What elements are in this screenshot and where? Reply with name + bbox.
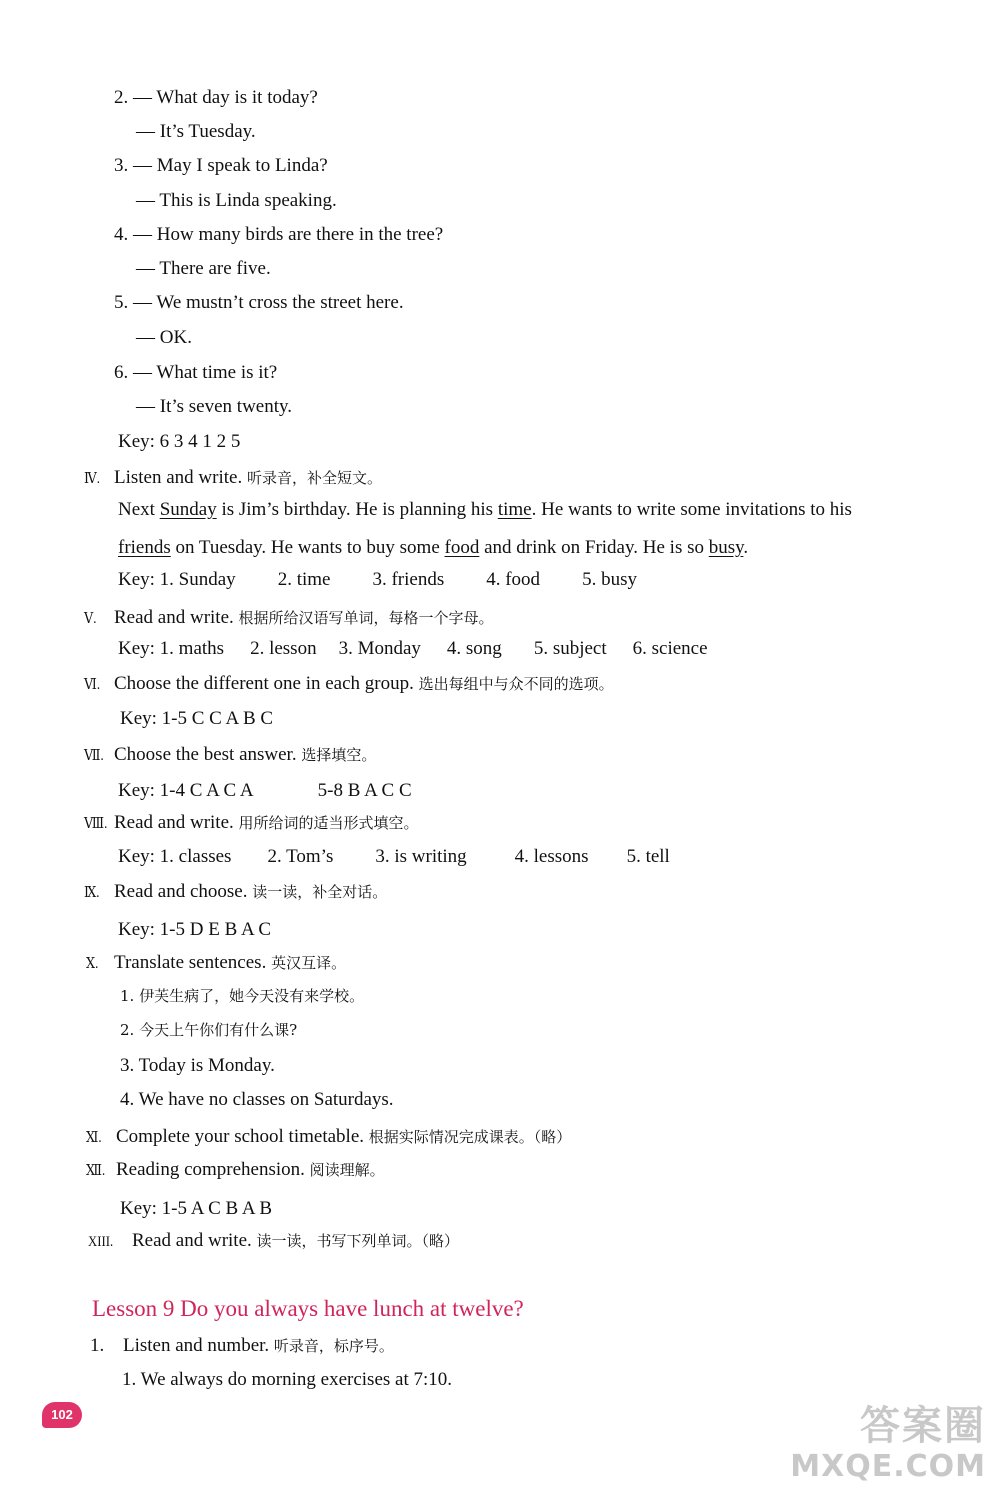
section-5-cn: 根据所给汉语写单词，每格一个字母。 — [238, 609, 494, 627]
section-9-title: Read and choose. — [114, 881, 248, 902]
key-item: Key: 1. maths — [118, 638, 225, 659]
answer-time: time — [497, 499, 532, 520]
key-item: 5. busy — [582, 569, 637, 590]
section-4-heading — [84, 466, 382, 491]
section-12-title: Reading comprehension. — [116, 1159, 305, 1180]
passage-text: . — [743, 537, 749, 558]
translate-text: 2. 今天上午你们有什么课? — [120, 1021, 298, 1039]
section-13-title: Read and write. — [132, 1230, 252, 1251]
key-item: Key: 1-4 C A C A — [118, 780, 254, 801]
translate-item-3: 3. Today is Monday. — [120, 1055, 275, 1076]
lesson-item-1: 1. We always do morning exercises at 7:10. — [122, 1369, 453, 1390]
section-13-heading — [88, 1229, 459, 1254]
section-11-number: Ⅺ. — [86, 1130, 102, 1146]
key-item: 4. lessons — [514, 846, 589, 867]
key-v — [118, 637, 708, 661]
dialogue-2-question: 2. — What day is it today? — [114, 87, 318, 108]
section-6-title: Choose the different one in each group. — [114, 673, 414, 694]
answer-sunday: Sunday — [159, 499, 217, 520]
key-xii: Key: 1-5 A C B A B — [120, 1198, 273, 1219]
passage-text: . He wants to write some invitations to his — [531, 499, 852, 520]
key-item: 3. is writing — [375, 846, 467, 867]
key-item: 2. lesson — [250, 638, 317, 659]
dialogue-3-answer: — This is Linda speaking. — [136, 190, 337, 211]
section-12-cn: 阅读理解。 — [309, 1161, 385, 1179]
section-8-cn: 用所给词的适当形式填空。 — [238, 814, 419, 832]
answer-food: food — [444, 537, 480, 558]
page-number-badge: 102 — [42, 1402, 82, 1428]
dialogue-5-answer: — OK. — [136, 327, 192, 348]
key-iii: Key: 6 3 4 1 2 5 — [118, 431, 241, 452]
key-item: 3. friends — [372, 569, 445, 590]
section-12-number: Ⅻ. — [86, 1163, 106, 1179]
section-7-title: Choose the best answer. — [114, 744, 297, 765]
dialogue-6-answer: — It’s seven twenty. — [136, 396, 293, 417]
key-viii — [118, 845, 670, 869]
watermark-top: 答案圈 — [860, 1403, 986, 1449]
passage-text: Next — [118, 499, 160, 520]
section-11-cn: 根据实际情况完成课表。（略） — [368, 1128, 572, 1146]
section-13-cn: 读一读，书写下列单词。（略） — [256, 1232, 460, 1250]
section-8-title: Read and write. — [114, 812, 234, 833]
key-item: 3. Monday — [338, 638, 421, 659]
section-10-cn: 英汉互译。 — [271, 954, 347, 972]
lesson-section-1-cn: 听录音，标序号。 — [273, 1337, 394, 1355]
translate-item-4: 4. We have no classes on Saturdays. — [120, 1089, 394, 1110]
key-item: 4. song — [446, 638, 502, 659]
passage-line-2 — [118, 536, 748, 560]
section-11-title: Complete your school timetable. — [116, 1126, 365, 1147]
passage-line-1 — [118, 498, 852, 522]
section-12-heading — [86, 1158, 385, 1183]
answer-busy: busy — [708, 537, 744, 558]
passage-text: on Tuesday. He wants to buy some — [170, 537, 445, 558]
dialogue-3-question: 3. — May I speak to Linda? — [114, 155, 328, 176]
key-ix: Key: 1-5 D E B A C — [118, 919, 272, 940]
dialogue-4-question: 4. — How many birds are there in the tree? — [114, 224, 444, 245]
section-10-title: Translate sentences. — [114, 952, 267, 973]
section-11-heading — [86, 1125, 571, 1150]
key-item: 4. food — [486, 569, 541, 590]
section-5-heading — [84, 606, 494, 631]
section-7-heading — [84, 743, 376, 768]
lesson-section-1-number: 1. — [90, 1335, 105, 1356]
watermark-logo — [776, 1394, 986, 1484]
lesson-section-1-title: Listen and number. — [123, 1335, 270, 1356]
answer-friends: friends — [118, 537, 171, 558]
lesson-section-1-heading — [90, 1334, 394, 1358]
section-8-number: Ⅷ. — [84, 816, 108, 832]
watermark-bottom: MXQE.COM — [790, 1449, 986, 1484]
section-4-number: Ⅳ. — [84, 471, 100, 487]
section-9-number: Ⅸ. — [84, 885, 100, 901]
key-item: 6. science — [632, 638, 708, 659]
lesson-title: Lesson 9 Do you always have lunch at twelve? — [92, 1296, 524, 1321]
section-7-cn: 选择填空。 — [301, 746, 377, 764]
section-8-heading — [84, 811, 419, 836]
section-6-cn: 选出每组中与众不同的选项。 — [418, 675, 614, 693]
section-5-title: Read and write. — [114, 607, 234, 628]
translate-item-2 — [120, 1018, 297, 1042]
key-item: 5. subject — [533, 638, 607, 659]
translate-item-1 — [120, 984, 364, 1008]
passage-text: and drink on Friday. He is so — [479, 537, 709, 558]
section-10-heading — [86, 951, 346, 976]
section-10-number: Ⅹ. — [86, 956, 99, 972]
section-5-number: Ⅴ. — [84, 611, 97, 627]
section-4-cn: 听录音，补全短文。 — [246, 469, 382, 487]
section-9-heading — [84, 880, 387, 905]
dialogue-6-question: 6. — What time is it? — [114, 362, 278, 383]
key-item: Key: 1. Sunday — [118, 569, 236, 590]
section-9-cn: 读一读，补全对话。 — [252, 883, 388, 901]
key-vi: Key: 1-5 C C A B C — [120, 708, 274, 729]
key-item: 5-8 B A C C — [317, 780, 412, 801]
section-4-title: Listen and write. — [114, 467, 243, 488]
section-6-heading — [84, 672, 614, 697]
section-13-number: XIII. — [88, 1234, 114, 1250]
dialogue-2-answer: — It’s Tuesday. — [136, 121, 256, 142]
section-7-number: Ⅶ. — [84, 748, 104, 764]
key-item: Key: 1. classes — [118, 846, 232, 867]
key-item: 2. time — [277, 569, 331, 590]
key-item: 2. Tom’s — [267, 846, 334, 867]
passage-text: is Jim’s birthday. He is planning his — [216, 499, 498, 520]
key-iv — [118, 568, 637, 592]
key-vii — [118, 779, 412, 803]
translate-text: 1. 伊芙生病了，她今天没有来学校。 — [120, 987, 365, 1005]
key-item: 5. tell — [626, 846, 670, 867]
dialogue-5-question: 5. — We mustn’t cross the street here. — [114, 292, 404, 313]
section-6-number: Ⅵ. — [84, 677, 101, 693]
dialogue-4-answer: — There are five. — [136, 258, 271, 279]
